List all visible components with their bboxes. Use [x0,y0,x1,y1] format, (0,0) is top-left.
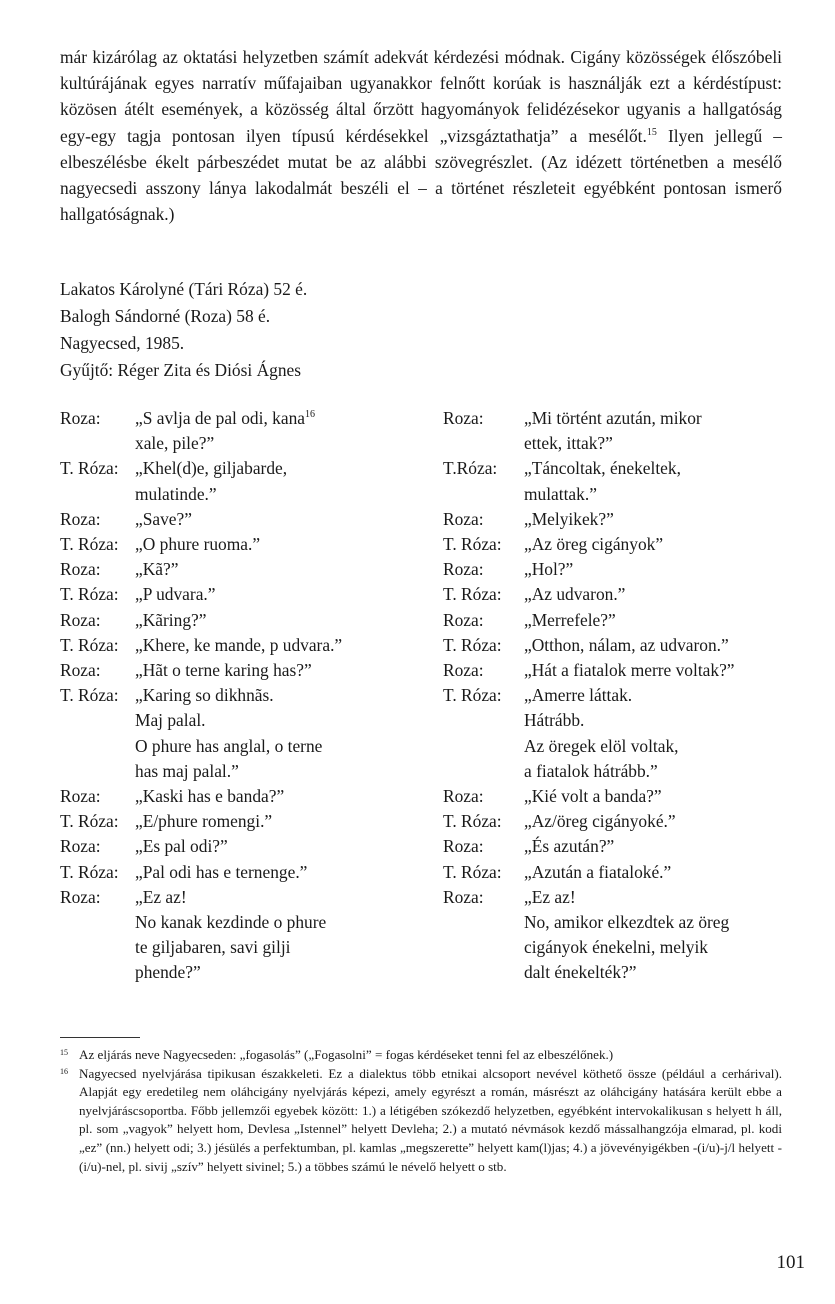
utterance-line: Az öregek elöl voltak, [524,735,679,756]
speaker-label: Roza: [60,660,101,681]
utterance [524,834,803,859]
dialog-turn [443,582,803,607]
footnote-ref-15: 15 [646,126,657,138]
dialog-turn [443,507,803,532]
speaker-label: Roza: [60,836,101,857]
dialog-turn [60,633,430,658]
dialog-turn [60,532,430,557]
dialog-turn [443,885,803,986]
utterance [524,608,803,633]
speaker-label: T. Róza: [60,685,119,706]
utterance-line: „Kã?” [135,559,179,580]
utterance [135,507,430,532]
utterance-line: „S avlja de pal odi, kana$^{16}$ [135,408,315,428]
utterance-line: „P udvara.” [135,584,216,605]
utterance [524,456,803,506]
speaker-label: Roza: [60,408,101,428]
source-place-date: Nagyecsed, 1985. [60,333,185,353]
page-number: 101 [776,1252,805,1273]
utterance [524,507,803,532]
speaker-label: Roza: [443,609,484,630]
utterance-line: „Az udvaron.” [524,584,626,605]
intro-text-continued: Ilyen jellegű – elbeszélésbe ékelt párbeszédet mutat be az alábbi szövegrészlet. (Az idézett történetben a mesélő nagyecsedi asszony lánya lakodalmát beszéli el – a történet részleteit egyébként pontosan ismerő hallgatóságnak.) [60,125,783,225]
utterance [135,658,430,683]
dialog-turn [60,557,430,582]
utterance [524,532,803,557]
dialog-turn [443,406,803,456]
dialog-turn [60,683,430,784]
dialog-turn [60,834,430,859]
dialog-turn [60,608,430,633]
speaker-label: Roza: [60,886,101,907]
footnote-ref-16: 16 [304,409,315,421]
utterance-line: has maj palal.” [135,760,239,781]
utterance [524,683,803,784]
dialog-turn [443,784,803,809]
utterance-line: „Hát a fiatalok merre voltak?” [524,660,735,681]
dialog-turn [443,608,803,633]
utterance-line: „Ez az! [524,886,576,907]
speaker-label: Roza: [443,408,484,428]
utterance-line: mulatinde.” [135,483,217,504]
dialog-turn [443,834,803,859]
utterance-line: „Save?” [135,508,192,529]
intro-paragraph [60,44,782,227]
utterance-line: te giljabaren, savi gilji [135,937,291,958]
utterance [524,658,803,683]
utterance-line: „Amerre láttak. [524,685,633,706]
speaker-label: T. Róza: [60,634,119,655]
dialog-turn [443,809,803,834]
utterance [524,557,803,582]
speaker-label: T. Róza: [60,584,119,605]
dialog-turn [443,456,803,506]
utterance-line: „E/phure romengi.” [135,811,273,832]
utterance [135,885,430,986]
dialog-turn [443,658,803,683]
speaker-label: T.Róza: [443,458,498,479]
utterance [135,683,430,784]
speaker-label: T. Róza: [443,861,502,882]
utterance-line: „Khel(d)e, giljabarde, [135,458,288,479]
utterance-line: mulattak.” [524,483,597,504]
footnote-line: Az eljárás neve Nagyecseden: „fogasolás” („Fogasolni” = fogas kérdéseket tenni fel az elbeszélőnek.) [79,1047,614,1062]
speaker-label: T. Róza: [443,685,502,706]
speaker-label: T. Róza: [60,861,119,882]
source-collector: Gyűjtő: Réger Zita és Diósi Ágnes [60,360,302,380]
speaker-label: Roza: [443,660,484,681]
utterance-line: O phure has anglal, o terne [135,735,323,756]
speaker-label: Roza: [443,786,484,807]
dialog-turn [443,683,803,784]
utterance-line: „Melyikek?” [524,508,614,529]
speaker-label: T. Róza: [60,534,119,555]
dialog-turn [60,582,430,607]
utterance [135,784,430,809]
utterance-line: „Hãt o terne karing has?” [135,660,312,681]
utterance [135,557,430,582]
dialog-turn [60,658,430,683]
utterance-line: „És azután?” [524,836,615,857]
dialog-turn [443,532,803,557]
utterance [135,532,430,557]
utterance-line: „Merrefele?” [524,609,616,630]
utterance-line: „Azután a fiataloké.” [524,861,672,882]
speaker-label: Roza: [443,508,484,529]
source-speaker-1: Lakatos Károlyné (Tári Róza) 52 é. [60,279,308,299]
utterance-line: No kanak kezdinde o phure [135,912,327,933]
utterance [524,885,803,986]
utterance-line: „Hol?” [524,559,574,580]
footnote-line: Nagyecsed nyelvjárása tipikusan északkeleti. Ez a dialektus több etnikai alcsoport nevével köthető össze (például a cerhárival). Alapját egy eredetileg nem oláhcigány nyelvjárás képezi, amely egyrészt a román, másrészt az oláhcigány hatására került ebbe a nyelvjáráscsoportba. Főbb jellemzői egyebek között: 1.) a létigében szókezdő helyzetben, egyébként intervokalikusan s helyett h áll, pl. som „vagyok” helyett hom, Devlesa „Istennel” helyett Devleha; 2.) a mutató névmások kezdő mássalhangzója elmarad, pl. kodi „ez” (nn.) helyett odi; 3.) jésülés a perfektumban, pl. kamlas „megszerette” helyett kam(l)jas; 4.) a jövevényigékben -(i/u)-j/l helyett -(i/u)-nel, pl. sivij „szív” helyett sivinel; 5.) a többes számú le névelő helyett o stb. [79,1065,782,1174]
utterance [135,809,430,834]
speaker-label: T. Róza: [443,811,502,832]
speaker-label: T. Róza: [60,811,119,832]
utterance-line: „Kié volt a banda?” [524,786,662,807]
speaker-label: Roza: [443,836,484,857]
speaker-label: T. Róza: [443,584,502,605]
dialog-turn [60,456,430,506]
dialog-turn [443,557,803,582]
utterance [135,633,430,658]
dialog-turn [443,633,803,658]
utterance [135,834,430,859]
utterance-line: „Kãring?” [135,609,207,630]
dialog-turn [60,860,430,885]
dialog-turn [60,885,430,986]
speaker-label: T. Róza: [443,534,502,555]
footnote-mark: 15 [60,1048,68,1057]
utterance [135,406,430,456]
utterance [135,608,430,633]
utterance-line: phende?” [135,962,201,983]
speaker-label: T. Róza: [443,634,502,655]
utterance-line: „Otthon, nálam, az udvaron.” [524,634,729,655]
utterance-line: a fiatalok hátrább.” [524,760,658,781]
utterance-line: ettek, ittak?” [524,433,613,454]
utterance-line: cigányok énekelni, melyik [524,937,708,958]
dialog-turn [60,406,430,456]
source-speaker-2: Balogh Sándorné (Roza) 58 é. [60,306,271,326]
utterance [524,809,803,834]
utterance [524,406,803,456]
utterance-line: „Táncoltak, énekeltek, [524,458,681,479]
speaker-label: Roza: [443,559,484,580]
utterance-line: dalt énekelték?” [524,962,637,983]
utterance [135,860,430,885]
dialog-turn [60,507,430,532]
dialog-turn [443,860,803,885]
intro-text: már kizárólag az oktatási helyzetben számít adekvát kérdezési módnak. Cigány közösségek élőszóbeli kultúrájának egyes narratív műfajaiban ugyanakkor felnőtt korúak is használják ezt a kérdéstípust: közösen átélt események, a közösség által őrzött hagyományok felidézésekor ugyanis a hallgatóság egy-egy tagja pontosan ilyen típusú kérdésekkel „vizsgáztathatja” a mesélőt. [60,47,782,146]
utterance-line: „Es pal odi?” [135,836,228,857]
footnote-rule [60,1037,140,1038]
speaker-label: T. Róza: [60,458,119,479]
utterance-line: „Kaski has e banda?” [135,786,285,807]
dialog-turn [60,809,430,834]
utterance-line: „Khere, ke mande, p udvara.” [135,634,343,655]
speaker-label: Roza: [443,886,484,907]
utterance-line: „Ez az! [135,886,187,907]
utterance [135,582,430,607]
utterance-line: Maj palal. [135,710,206,731]
utterance [524,860,803,885]
speaker-label: Roza: [60,559,101,580]
footnote [60,1046,782,1065]
utterance-line: xale, pile?” [135,433,215,454]
footnote [60,1065,782,1177]
utterance [524,582,803,607]
dialog-turn [60,784,430,809]
utterance [524,784,803,809]
utterance-line: „Karing so dikhnãs. [135,685,274,706]
footnote-mark: 16 [60,1066,68,1076]
utterance [135,456,430,506]
utterance-line: „Pal odi has e ternenge.” [135,861,308,882]
utterance-line: „Mi történt azután, mikor [524,408,702,428]
dialog-hungarian-column [443,406,803,986]
footnote-text [79,1046,782,1065]
footnote-text [79,1065,782,1177]
utterance [524,633,803,658]
speaker-label: Roza: [60,786,101,807]
utterance-line: Hátrább. [524,710,585,731]
utterance-line: „O phure ruoma.” [135,534,261,555]
footnotes-block [60,1046,782,1176]
speaker-label: Roza: [60,609,101,630]
utterance-line: No, amikor elkezdtek az öreg [524,912,730,933]
utterance-line: „Az/öreg cigányoké.” [524,811,676,832]
utterance-line: „Az öreg cigányok” [524,534,664,555]
source-block [60,276,480,384]
dialog-romani-column [60,406,430,986]
speaker-label: Roza: [60,508,101,529]
